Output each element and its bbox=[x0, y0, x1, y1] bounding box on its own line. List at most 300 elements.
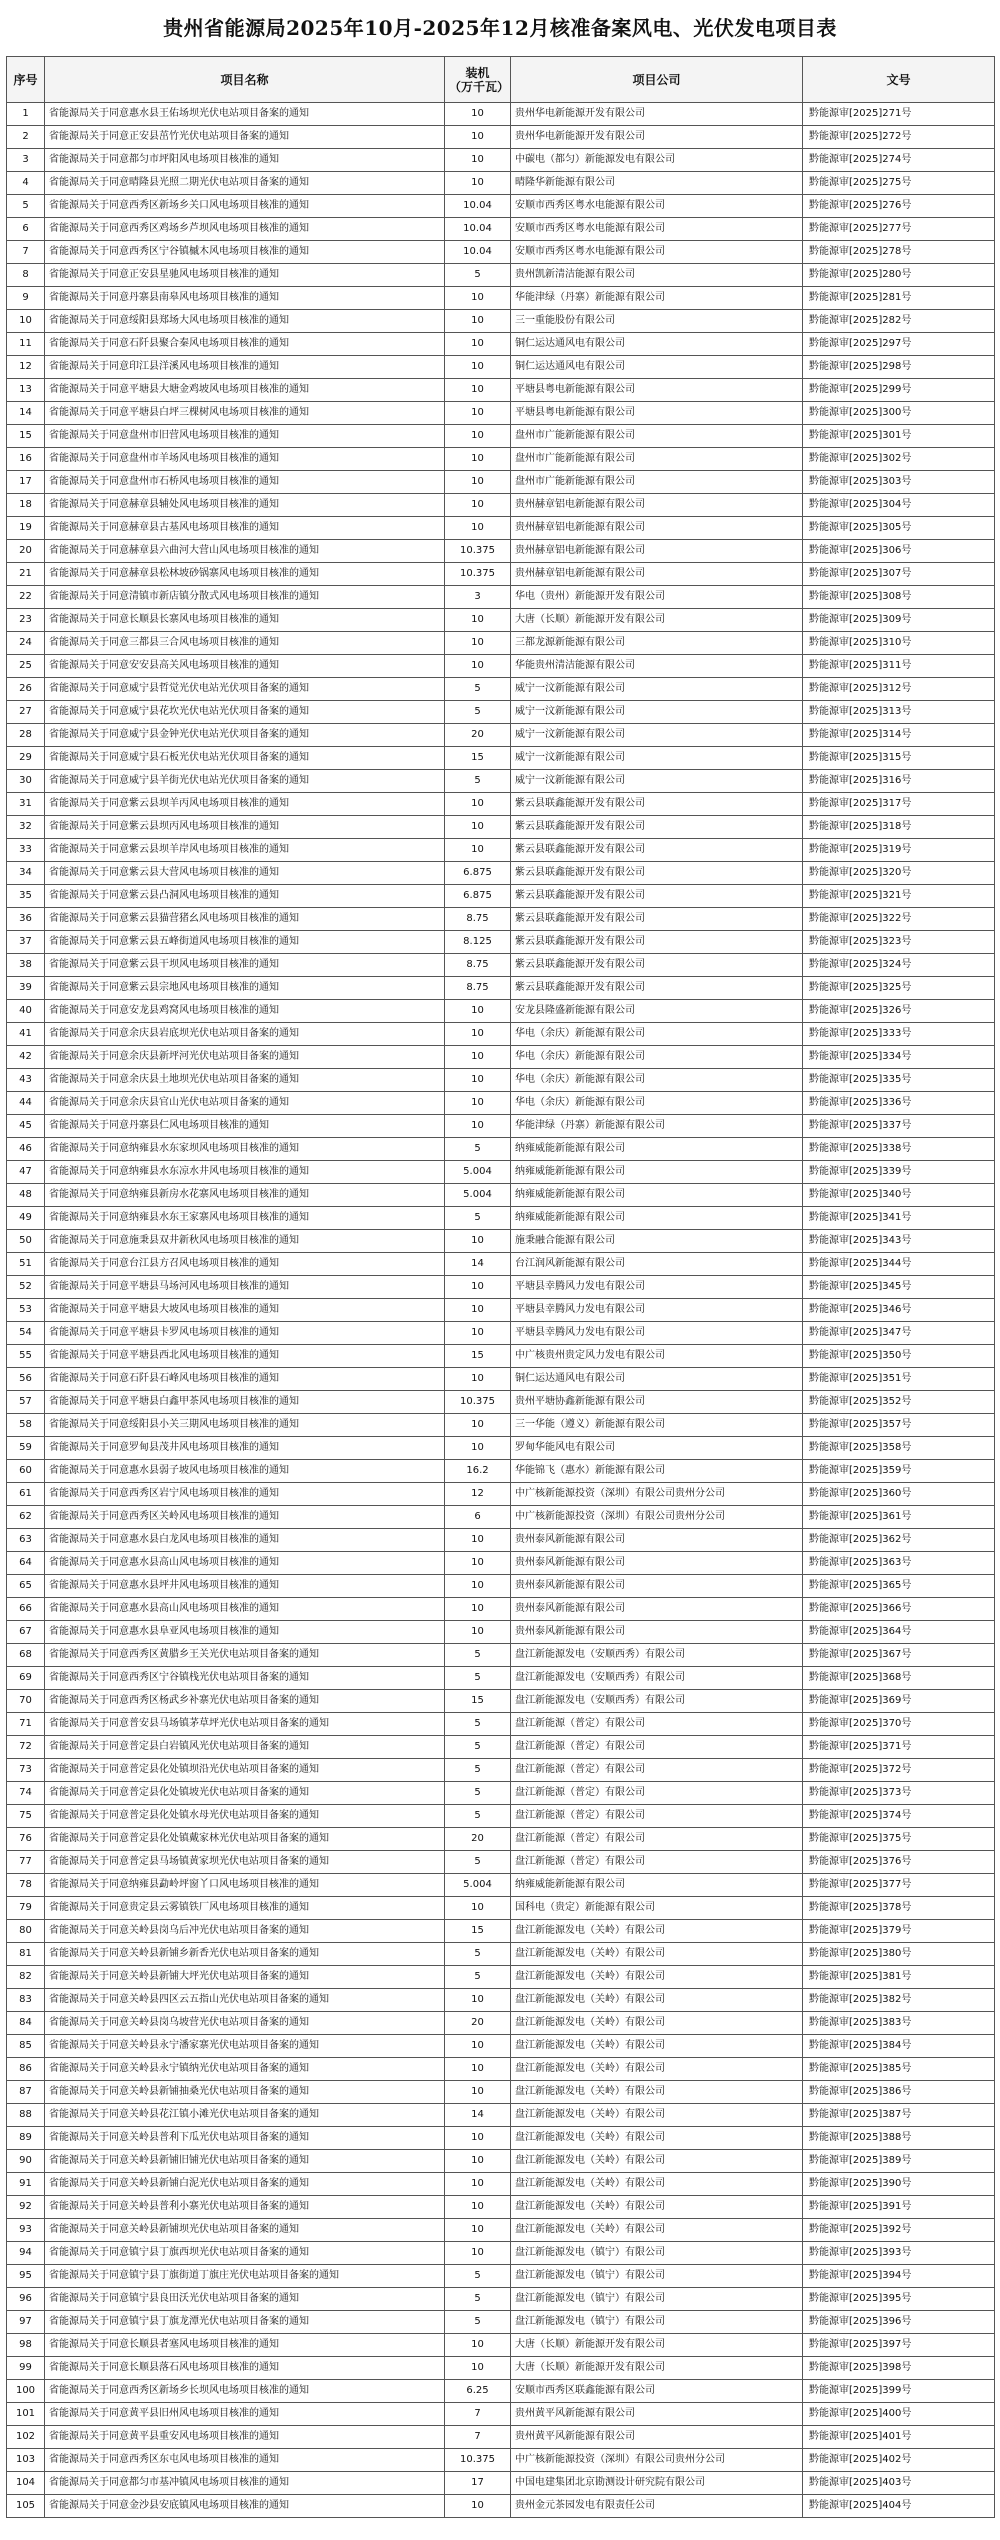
cell-doc-number: 黔能源审[2025]384号 bbox=[803, 2035, 995, 2058]
cell-capacity: 10 bbox=[445, 379, 511, 402]
table-row bbox=[7, 1322, 995, 1345]
cell-company: 大唐（长顺）新能源开发有限公司 bbox=[511, 609, 803, 632]
table-row bbox=[7, 1920, 995, 1943]
cell-doc-number: 黔能源审[2025]321号 bbox=[803, 885, 995, 908]
cell-doc-number: 黔能源审[2025]299号 bbox=[803, 379, 995, 402]
cell-no: 28 bbox=[7, 724, 45, 747]
cell-capacity: 10 bbox=[445, 2334, 511, 2357]
cell-company: 盘江新能源发电（镇宁）有限公司 bbox=[511, 2311, 803, 2334]
cell-capacity: 10 bbox=[445, 517, 511, 540]
cell-capacity: 5 bbox=[445, 1759, 511, 1782]
cell-project-name: 省能源局关于同意紫云县坝羊岸风电场项目核准的通知 bbox=[45, 839, 445, 862]
cell-no: 39 bbox=[7, 977, 45, 1000]
table-row bbox=[7, 1161, 995, 1184]
cell-no: 74 bbox=[7, 1782, 45, 1805]
cell-capacity: 8.75 bbox=[445, 908, 511, 931]
cell-company: 盘州市广能新能源有限公司 bbox=[511, 425, 803, 448]
cell-doc-number: 黔能源审[2025]304号 bbox=[803, 494, 995, 517]
cell-project-name: 省能源局关于同意盘州市羊场风电场项目核准的通知 bbox=[45, 448, 445, 471]
table-row bbox=[7, 2242, 995, 2265]
cell-no: 31 bbox=[7, 793, 45, 816]
cell-no: 61 bbox=[7, 1483, 45, 1506]
cell-company: 纳雍威能新能源有限公司 bbox=[511, 1161, 803, 1184]
cell-capacity: 10 bbox=[445, 1046, 511, 1069]
cell-doc-number: 黔能源审[2025]388号 bbox=[803, 2127, 995, 2150]
cell-no: 22 bbox=[7, 586, 45, 609]
cell-capacity: 6.875 bbox=[445, 885, 511, 908]
cell-doc-number: 黔能源审[2025]301号 bbox=[803, 425, 995, 448]
cell-capacity: 10 bbox=[445, 1000, 511, 1023]
cell-doc-number: 黔能源审[2025]361号 bbox=[803, 1506, 995, 1529]
cell-doc-number: 黔能源审[2025]324号 bbox=[803, 954, 995, 977]
cell-no: 80 bbox=[7, 1920, 45, 1943]
cell-doc-number: 黔能源审[2025]281号 bbox=[803, 287, 995, 310]
cell-capacity: 5 bbox=[445, 678, 511, 701]
cell-capacity: 10 bbox=[445, 1276, 511, 1299]
cell-company: 中国电建集团北京勘测设计研究院有限公司 bbox=[511, 2472, 803, 2495]
cell-project-name: 省能源局关于同意普定县白岩镇风光伏电站项目备案的通知 bbox=[45, 1736, 445, 1759]
cell-project-name: 省能源局关于同意关岭县新铺大坪光伏电站项目备案的通知 bbox=[45, 1966, 445, 1989]
cell-company: 威宁一汶新能源有限公司 bbox=[511, 747, 803, 770]
cell-doc-number: 黔能源审[2025]394号 bbox=[803, 2265, 995, 2288]
cell-company: 安龙县隆盛新能源有限公司 bbox=[511, 1000, 803, 1023]
cell-company: 紫云县联鑫能源开发有限公司 bbox=[511, 862, 803, 885]
cell-doc-number: 黔能源审[2025]282号 bbox=[803, 310, 995, 333]
cell-no: 94 bbox=[7, 2242, 45, 2265]
table-row bbox=[7, 563, 995, 586]
cell-doc-number: 黔能源审[2025]337号 bbox=[803, 1115, 995, 1138]
cell-project-name: 省能源局关于同意安龙县鸡窝风电场项目核准的通知 bbox=[45, 1000, 445, 1023]
cell-project-name: 省能源局关于同意正安县茁竹光伏电站项目备案的通知 bbox=[45, 126, 445, 149]
table-row bbox=[7, 1897, 995, 1920]
cell-capacity: 5 bbox=[445, 701, 511, 724]
cell-project-name: 省能源局关于同意镇宁县丁旗街道丁旗庄光伏电站项目备案的通知 bbox=[45, 2265, 445, 2288]
table-row bbox=[7, 471, 995, 494]
cell-project-name: 省能源局关于同意关岭县永宁镇纳光伏电站项目备案的通知 bbox=[45, 2058, 445, 2081]
cell-no: 64 bbox=[7, 1552, 45, 1575]
cell-no: 3 bbox=[7, 149, 45, 172]
cell-doc-number: 黔能源审[2025]275号 bbox=[803, 172, 995, 195]
cell-project-name: 省能源局关于同意惠水县阜亚风电场项目核准的通知 bbox=[45, 1621, 445, 1644]
table-row bbox=[7, 2380, 995, 2403]
cell-project-name: 省能源局关于同意关岭县普利小寨光伏电站项目备案的通知 bbox=[45, 2196, 445, 2219]
cell-doc-number: 黔能源审[2025]358号 bbox=[803, 1437, 995, 1460]
cell-project-name: 省能源局关于同意西秀区新场乡关口风电场项目核准的通知 bbox=[45, 195, 445, 218]
cell-doc-number: 黔能源审[2025]305号 bbox=[803, 517, 995, 540]
table-row bbox=[7, 103, 995, 126]
cell-doc-number: 黔能源审[2025]317号 bbox=[803, 793, 995, 816]
table-row bbox=[7, 402, 995, 425]
cell-project-name: 省能源局关于同意紫云县猫营猪幺风电场项目核准的通知 bbox=[45, 908, 445, 931]
cell-company: 紫云县联鑫能源开发有限公司 bbox=[511, 793, 803, 816]
cell-company: 中广核贵州贵定风力发电有限公司 bbox=[511, 1345, 803, 1368]
cell-project-name: 省能源局关于同意紫云县五峰街道风电场项目核准的通知 bbox=[45, 931, 445, 954]
cell-capacity: 10 bbox=[445, 126, 511, 149]
table-row bbox=[7, 1299, 995, 1322]
cell-doc-number: 黔能源审[2025]347号 bbox=[803, 1322, 995, 1345]
cell-company: 盘江新能源发电（关岭）有限公司 bbox=[511, 2173, 803, 2196]
cell-company: 中碳电（都匀）新能源发电有限公司 bbox=[511, 149, 803, 172]
table-row bbox=[7, 1759, 995, 1782]
cell-doc-number: 黔能源审[2025]368号 bbox=[803, 1667, 995, 1690]
cell-capacity: 10.04 bbox=[445, 218, 511, 241]
table-row bbox=[7, 1368, 995, 1391]
cell-no: 41 bbox=[7, 1023, 45, 1046]
cell-project-name: 省能源局关于同意关岭县新铺抽桑光伏电站项目备案的通知 bbox=[45, 2081, 445, 2104]
table-row bbox=[7, 678, 995, 701]
cell-capacity: 10.04 bbox=[445, 195, 511, 218]
cell-capacity: 10.04 bbox=[445, 241, 511, 264]
cell-capacity: 10 bbox=[445, 1069, 511, 1092]
cell-doc-number: 黔能源审[2025]310号 bbox=[803, 632, 995, 655]
cell-doc-number: 黔能源审[2025]378号 bbox=[803, 1897, 995, 1920]
cell-company: 华电（贵州）新能源开发有限公司 bbox=[511, 586, 803, 609]
table-row bbox=[7, 1046, 995, 1069]
table-row bbox=[7, 1414, 995, 1437]
cell-doc-number: 黔能源审[2025]352号 bbox=[803, 1391, 995, 1414]
cell-project-name: 省能源局关于同意西秀区新场乡长坝风电场项目核准的通知 bbox=[45, 2380, 445, 2403]
cell-no: 40 bbox=[7, 1000, 45, 1023]
cell-no: 60 bbox=[7, 1460, 45, 1483]
column-header-no: 序号 bbox=[7, 57, 45, 103]
cell-no: 35 bbox=[7, 885, 45, 908]
cell-no: 27 bbox=[7, 701, 45, 724]
cell-company: 台江润风新能源有限公司 bbox=[511, 1253, 803, 1276]
cell-company: 盘州市广能新能源有限公司 bbox=[511, 448, 803, 471]
cell-capacity: 10 bbox=[445, 1115, 511, 1138]
cell-project-name: 省能源局关于同意普定县马场镇黄家坝光伏电站项目备案的通知 bbox=[45, 1851, 445, 1874]
cell-capacity: 5.004 bbox=[445, 1874, 511, 1897]
cell-project-name: 省能源局关于同意纳雍县水东家坝风电场项目核准的通知 bbox=[45, 1138, 445, 1161]
cell-project-name: 省能源局关于同意平塘县卡罗风电场项目核准的通知 bbox=[45, 1322, 445, 1345]
cell-company: 威宁一汶新能源有限公司 bbox=[511, 724, 803, 747]
cell-no: 4 bbox=[7, 172, 45, 195]
cell-doc-number: 黔能源审[2025]340号 bbox=[803, 1184, 995, 1207]
cell-doc-number: 黔能源审[2025]381号 bbox=[803, 1966, 995, 1989]
table-row bbox=[7, 287, 995, 310]
table-row bbox=[7, 793, 995, 816]
cell-company: 华电（余庆）新能源有限公司 bbox=[511, 1069, 803, 1092]
page-title: 贵州省能源局2025年10月-2025年12月核准备案风电、光伏发电项目表 bbox=[163, 16, 837, 40]
table-row bbox=[7, 701, 995, 724]
table-row bbox=[7, 1966, 995, 1989]
cell-project-name: 省能源局关于同意普定县化处镇坝沿光伏电站项目备案的通知 bbox=[45, 1759, 445, 1782]
cell-doc-number: 黔能源审[2025]383号 bbox=[803, 2012, 995, 2035]
cell-no: 93 bbox=[7, 2219, 45, 2242]
cell-capacity: 10 bbox=[445, 2058, 511, 2081]
cell-doc-number: 黔能源审[2025]401号 bbox=[803, 2426, 995, 2449]
cell-capacity: 6.25 bbox=[445, 2380, 511, 2403]
table-row bbox=[7, 1276, 995, 1299]
cell-no: 29 bbox=[7, 747, 45, 770]
cell-company: 三都龙源新能源有限公司 bbox=[511, 632, 803, 655]
cell-company: 盘江新能源发电（关岭）有限公司 bbox=[511, 2104, 803, 2127]
cell-project-name: 省能源局关于同意余庆县土地坝光伏电站项目备案的通知 bbox=[45, 1069, 445, 1092]
table-row bbox=[7, 1690, 995, 1713]
cell-company: 大唐（长顺）新能源开发有限公司 bbox=[511, 2357, 803, 2380]
cell-company: 安顺市西秀区联鑫能源有限公司 bbox=[511, 2380, 803, 2403]
table-row bbox=[7, 586, 995, 609]
cell-capacity: 5.004 bbox=[445, 1161, 511, 1184]
table-row bbox=[7, 2449, 995, 2472]
table-row bbox=[7, 2311, 995, 2334]
cell-capacity: 10 bbox=[445, 1092, 511, 1115]
cell-company: 威宁一汶新能源有限公司 bbox=[511, 770, 803, 793]
table-row bbox=[7, 839, 995, 862]
cell-capacity: 14 bbox=[445, 2104, 511, 2127]
cell-company: 盘江新能源发电（关岭）有限公司 bbox=[511, 1920, 803, 1943]
cell-no: 70 bbox=[7, 1690, 45, 1713]
cell-capacity: 10 bbox=[445, 471, 511, 494]
table-row bbox=[7, 2173, 995, 2196]
cell-company: 盘江新能源发电（关岭）有限公司 bbox=[511, 2081, 803, 2104]
cell-doc-number: 黔能源审[2025]398号 bbox=[803, 2357, 995, 2380]
cell-doc-number: 黔能源审[2025]271号 bbox=[803, 103, 995, 126]
table-row bbox=[7, 2357, 995, 2380]
cell-company: 贵州黄平风新能源有限公司 bbox=[511, 2426, 803, 2449]
cell-company: 平塘县幸腾风力发电有限公司 bbox=[511, 1322, 803, 1345]
cell-project-name: 省能源局关于同意纳雍县勐岭坪窗丫口风电场项目核准的通知 bbox=[45, 1874, 445, 1897]
cell-no: 12 bbox=[7, 356, 45, 379]
table-row bbox=[7, 1115, 995, 1138]
table-row bbox=[7, 1529, 995, 1552]
cell-doc-number: 黔能源审[2025]333号 bbox=[803, 1023, 995, 1046]
cell-project-name: 省能源局关于同意惠水县坪井风电场项目核准的通知 bbox=[45, 1575, 445, 1598]
cell-doc-number: 黔能源审[2025]319号 bbox=[803, 839, 995, 862]
cell-company: 贵州金元茶园发电有限责任公司 bbox=[511, 2495, 803, 2518]
cell-no: 89 bbox=[7, 2127, 45, 2150]
cell-no: 56 bbox=[7, 1368, 45, 1391]
cell-no: 75 bbox=[7, 1805, 45, 1828]
cell-project-name: 省能源局关于同意紫云县大营风电场项目核准的通知 bbox=[45, 862, 445, 885]
cell-capacity: 10 bbox=[445, 2173, 511, 2196]
cell-project-name: 省能源局关于同意关岭县新铺乡新香光伏电站项目备案的通知 bbox=[45, 1943, 445, 1966]
cell-project-name: 省能源局关于同意镇宁县丁旗西坝光伏电站项目备案的通知 bbox=[45, 2242, 445, 2265]
table-row bbox=[7, 655, 995, 678]
cell-no: 30 bbox=[7, 770, 45, 793]
cell-doc-number: 黔能源审[2025]297号 bbox=[803, 333, 995, 356]
cell-company: 盘江新能源发电（关岭）有限公司 bbox=[511, 1966, 803, 1989]
table-row bbox=[7, 1621, 995, 1644]
cell-project-name: 省能源局关于同意西秀区黄腊乡王关光伏电站项目备案的通知 bbox=[45, 1644, 445, 1667]
cell-capacity: 8.75 bbox=[445, 954, 511, 977]
table-row bbox=[7, 425, 995, 448]
cell-capacity: 10 bbox=[445, 149, 511, 172]
cell-capacity: 10 bbox=[445, 402, 511, 425]
cell-company: 盘江新能源发电（安顺西秀）有限公司 bbox=[511, 1644, 803, 1667]
table-row bbox=[7, 2104, 995, 2127]
cell-company: 贵州凯新清洁能源有限公司 bbox=[511, 264, 803, 287]
cell-no: 9 bbox=[7, 287, 45, 310]
cell-project-name: 省能源局关于同意紫云县宗地风电场项目核准的通知 bbox=[45, 977, 445, 1000]
cell-no: 67 bbox=[7, 1621, 45, 1644]
table-row bbox=[7, 1713, 995, 1736]
cell-company: 大唐（长顺）新能源开发有限公司 bbox=[511, 2334, 803, 2357]
cell-project-name: 省能源局关于同意关岭县岗乌后冲光伏电站项目备案的通知 bbox=[45, 1920, 445, 1943]
cell-no: 87 bbox=[7, 2081, 45, 2104]
cell-project-name: 省能源局关于同意惠水县高山风电场项目核准的通知 bbox=[45, 1598, 445, 1621]
cell-no: 54 bbox=[7, 1322, 45, 1345]
table-row bbox=[7, 2426, 995, 2449]
cell-project-name: 省能源局关于同意石阡县石峰风电场项目核准的通知 bbox=[45, 1368, 445, 1391]
cell-doc-number: 黔能源审[2025]272号 bbox=[803, 126, 995, 149]
cell-company: 盘江新能源发电（关岭）有限公司 bbox=[511, 2219, 803, 2242]
table-row bbox=[7, 862, 995, 885]
cell-company: 贵州黄平风新能源有限公司 bbox=[511, 2403, 803, 2426]
project-table bbox=[6, 56, 995, 2518]
cell-company: 贵州泰风新能源有限公司 bbox=[511, 1529, 803, 1552]
table-row bbox=[7, 2058, 995, 2081]
cell-project-name: 省能源局关于同意惠水县弱子坡风电场项目核准的通知 bbox=[45, 1460, 445, 1483]
table-row bbox=[7, 2196, 995, 2219]
cell-capacity: 10 bbox=[445, 1529, 511, 1552]
table-row bbox=[7, 1828, 995, 1851]
cell-doc-number: 黔能源审[2025]312号 bbox=[803, 678, 995, 701]
cell-capacity: 5 bbox=[445, 1966, 511, 1989]
cell-no: 5 bbox=[7, 195, 45, 218]
table-row bbox=[7, 908, 995, 931]
cell-doc-number: 黔能源审[2025]302号 bbox=[803, 448, 995, 471]
cell-doc-number: 黔能源审[2025]322号 bbox=[803, 908, 995, 931]
column-header-company: 项目公司 bbox=[511, 57, 803, 103]
cell-no: 24 bbox=[7, 632, 45, 655]
cell-capacity: 10 bbox=[445, 2081, 511, 2104]
table-row bbox=[7, 494, 995, 517]
table-row bbox=[7, 1207, 995, 1230]
cell-capacity: 8.125 bbox=[445, 931, 511, 954]
cell-capacity: 10 bbox=[445, 333, 511, 356]
cell-capacity: 20 bbox=[445, 2012, 511, 2035]
cell-no: 1 bbox=[7, 103, 45, 126]
table-row bbox=[7, 2081, 995, 2104]
cell-company: 华电（余庆）新能源有限公司 bbox=[511, 1046, 803, 1069]
cell-project-name: 省能源局关于同意平塘县大塘金鸡坡风电场项目核准的通知 bbox=[45, 379, 445, 402]
cell-doc-number: 黔能源审[2025]395号 bbox=[803, 2288, 995, 2311]
cell-company: 盘州市广能新能源有限公司 bbox=[511, 471, 803, 494]
cell-no: 16 bbox=[7, 448, 45, 471]
cell-no: 100 bbox=[7, 2380, 45, 2403]
cell-project-name: 省能源局关于同意长顺县长寨风电场项目核准的通知 bbox=[45, 609, 445, 632]
cell-doc-number: 黔能源审[2025]343号 bbox=[803, 1230, 995, 1253]
cell-project-name: 省能源局关于同意西秀区鸡场乡芦坝风电场项目核准的通知 bbox=[45, 218, 445, 241]
cell-project-name: 省能源局关于同意余庆县岩底坝光伏电站项目备案的通知 bbox=[45, 1023, 445, 1046]
cell-doc-number: 黔能源审[2025]387号 bbox=[803, 2104, 995, 2127]
cell-doc-number: 黔能源审[2025]377号 bbox=[803, 1874, 995, 1897]
cell-company: 纳雍威能新能源有限公司 bbox=[511, 1207, 803, 1230]
table-row bbox=[7, 126, 995, 149]
cell-no: 49 bbox=[7, 1207, 45, 1230]
cell-no: 68 bbox=[7, 1644, 45, 1667]
cell-capacity: 12 bbox=[445, 1483, 511, 1506]
table-row bbox=[7, 2035, 995, 2058]
cell-project-name: 省能源局关于同意平塘县马场河风电场项目核准的通知 bbox=[45, 1276, 445, 1299]
cell-capacity: 20 bbox=[445, 724, 511, 747]
cell-doc-number: 黔能源审[2025]315号 bbox=[803, 747, 995, 770]
cell-no: 92 bbox=[7, 2196, 45, 2219]
cell-doc-number: 黔能源审[2025]280号 bbox=[803, 264, 995, 287]
table-body bbox=[7, 103, 995, 2518]
table-row bbox=[7, 264, 995, 287]
cell-company: 施秉融合能源有限公司 bbox=[511, 1230, 803, 1253]
cell-company: 威宁一汶新能源有限公司 bbox=[511, 701, 803, 724]
cell-capacity: 7 bbox=[445, 2403, 511, 2426]
cell-project-name: 省能源局关于同意惠水县王佑场坝光伏电站项目备案的通知 bbox=[45, 103, 445, 126]
table-row bbox=[7, 1023, 995, 1046]
table-row bbox=[7, 2334, 995, 2357]
cell-project-name: 省能源局关于同意紫云县凸洞风电场项目核准的通知 bbox=[45, 885, 445, 908]
cell-no: 82 bbox=[7, 1966, 45, 1989]
cell-doc-number: 黔能源审[2025]276号 bbox=[803, 195, 995, 218]
cell-no: 21 bbox=[7, 563, 45, 586]
cell-no: 78 bbox=[7, 1874, 45, 1897]
capacity-header-line2: （万千瓦） bbox=[449, 79, 510, 94]
cell-no: 26 bbox=[7, 678, 45, 701]
cell-company: 盘江新能源（普定）有限公司 bbox=[511, 1713, 803, 1736]
table-row bbox=[7, 1437, 995, 1460]
cell-doc-number: 黔能源审[2025]404号 bbox=[803, 2495, 995, 2518]
cell-capacity: 6 bbox=[445, 1506, 511, 1529]
cell-project-name: 省能源局关于同意惠水县白龙风电场项目核准的通知 bbox=[45, 1529, 445, 1552]
cell-doc-number: 黔能源审[2025]393号 bbox=[803, 2242, 995, 2265]
cell-project-name: 省能源局关于同意普定县化处镇戴家林光伏电站项目备案的通知 bbox=[45, 1828, 445, 1851]
cell-no: 53 bbox=[7, 1299, 45, 1322]
cell-doc-number: 黔能源审[2025]382号 bbox=[803, 1989, 995, 2012]
cell-no: 48 bbox=[7, 1184, 45, 1207]
table-row bbox=[7, 517, 995, 540]
table-row bbox=[7, 1989, 995, 2012]
cell-company: 盘江新能源发电（关岭）有限公司 bbox=[511, 2058, 803, 2081]
cell-capacity: 5 bbox=[445, 1736, 511, 1759]
cell-no: 65 bbox=[7, 1575, 45, 1598]
table-row bbox=[7, 1000, 995, 1023]
cell-company: 华能津绿（丹寨）新能源有限公司 bbox=[511, 287, 803, 310]
cell-no: 11 bbox=[7, 333, 45, 356]
cell-company: 纳雍威能新能源有限公司 bbox=[511, 1874, 803, 1897]
cell-company: 华能贵州清洁能源有限公司 bbox=[511, 655, 803, 678]
cell-doc-number: 黔能源审[2025]350号 bbox=[803, 1345, 995, 1368]
cell-project-name: 省能源局关于同意紫云县坝丙风电场项目核准的通知 bbox=[45, 816, 445, 839]
table-row bbox=[7, 333, 995, 356]
cell-project-name: 省能源局关于同意清镇市新店镇分散式风电场项目核准的通知 bbox=[45, 586, 445, 609]
cell-doc-number: 黔能源审[2025]313号 bbox=[803, 701, 995, 724]
cell-project-name: 省能源局关于同意绥阳县郑场大风电场项目核准的通知 bbox=[45, 310, 445, 333]
cell-capacity: 5 bbox=[445, 2311, 511, 2334]
cell-doc-number: 黔能源审[2025]363号 bbox=[803, 1552, 995, 1575]
cell-company: 罗甸华能风电有限公司 bbox=[511, 1437, 803, 1460]
cell-no: 101 bbox=[7, 2403, 45, 2426]
table-row bbox=[7, 2265, 995, 2288]
cell-company: 紫云县联鑫能源开发有限公司 bbox=[511, 885, 803, 908]
cell-project-name: 省能源局关于同意施秉县双井新秋风电场项目核准的通知 bbox=[45, 1230, 445, 1253]
cell-project-name: 省能源局关于同意关岭县新铺坝光伏电站项目备案的通知 bbox=[45, 2219, 445, 2242]
table-row bbox=[7, 379, 995, 402]
cell-capacity: 5 bbox=[445, 1138, 511, 1161]
cell-doc-number: 黔能源审[2025]357号 bbox=[803, 1414, 995, 1437]
cell-company: 华电（余庆）新能源有限公司 bbox=[511, 1023, 803, 1046]
cell-no: 17 bbox=[7, 471, 45, 494]
cell-no: 18 bbox=[7, 494, 45, 517]
cell-no: 77 bbox=[7, 1851, 45, 1874]
cell-project-name: 省能源局关于同意西秀区关岭风电场项目核准的通知 bbox=[45, 1506, 445, 1529]
cell-capacity: 10 bbox=[445, 1299, 511, 1322]
cell-project-name: 省能源局关于同意三都县三合风电场项目核准的通知 bbox=[45, 632, 445, 655]
cell-company: 紫云县联鑫能源开发有限公司 bbox=[511, 816, 803, 839]
cell-no: 96 bbox=[7, 2288, 45, 2311]
cell-capacity: 8.75 bbox=[445, 977, 511, 1000]
cell-company: 贵州泰风新能源有限公司 bbox=[511, 1575, 803, 1598]
cell-company: 中广核新能源投资（深圳）有限公司贵州分公司 bbox=[511, 1483, 803, 1506]
table-row bbox=[7, 1943, 995, 1966]
